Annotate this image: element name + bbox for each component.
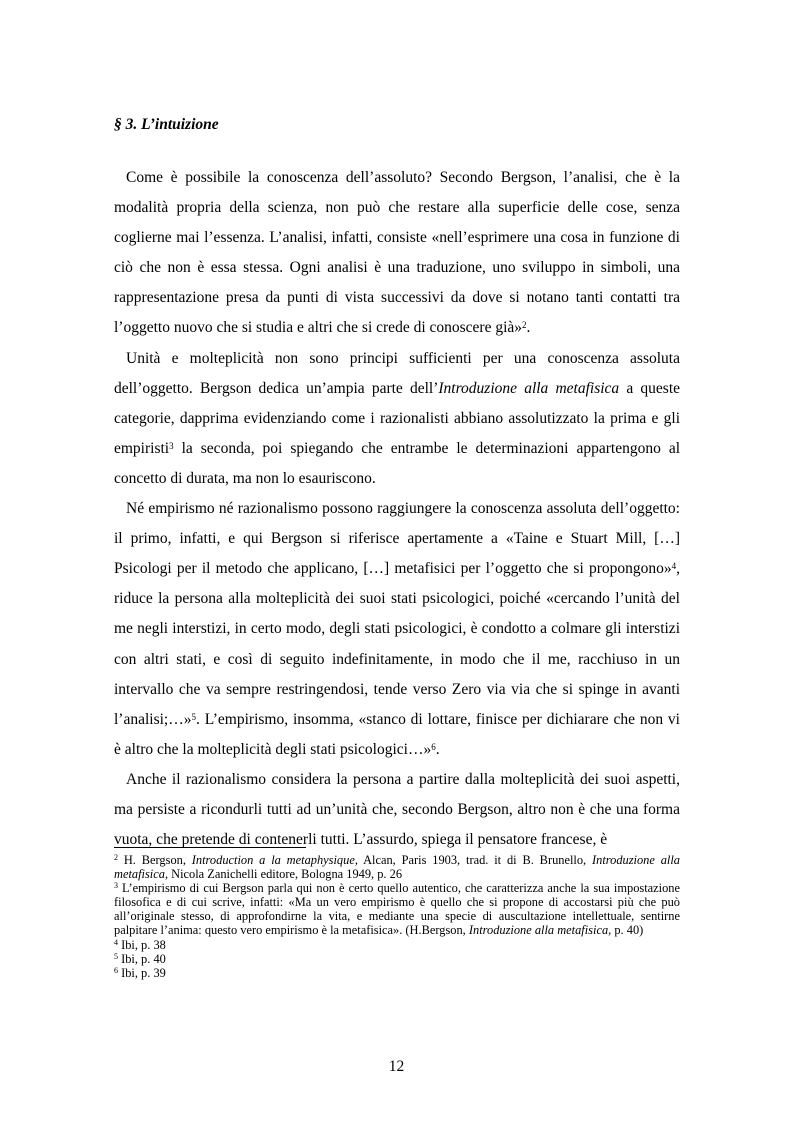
footnote-ref-2[interactable]: 2 xyxy=(522,320,527,331)
footnote-ref-6[interactable]: 6 xyxy=(431,741,436,752)
section-heading: § 3. L’intuizione xyxy=(114,116,219,133)
body-text xyxy=(114,163,680,855)
paragraph-3: Né empirismo né razionalismo possono raggiungere la conoscenza assoluta dell’oggetto: il primo, infatti, e qui Bergson si riferisce apertamente a «Taine e Stuart Mill, […] Psicologi per il metodo che applicano, […] metafisici per l’oggetto che si propongono»$^4$, riduce la persona alla molteplicità dei suoi stati psicologici, poiché «cercando l’unità del me negli interstizi, in certo modo, degli stati psicologici, è condotto a colmare gli interstizi con altri stati, e così di seguito indefinitamente, in modo che il me, racchiuso in un intervallo che va sempre restringendosi, tende verso Zero via via che si spinge in avanti l’analisi;…»$^5$. L’empirismo, insomma, «stanco di lottare, finisce per dichiarare che non vi è altro che la molteplicità degli stati psicologici…»$^6$. xyxy=(114,500,680,758)
book-title: Introduzione alla metafisica xyxy=(438,379,620,397)
footnote-5: $^5$ Ibi, p. 40 xyxy=(114,951,166,966)
page-number: 12 xyxy=(388,1058,405,1075)
footnote-3: $^3$ L’empirismo di cui Bergson parla qui non è certo quello autentico, che caratterizza anche la sua impostazione filosofica e di cui scrive, infatti: «Ma un vero empirismo è quello che si propone di accostarsi più che può all’originale stesso, di approfondirne la vita, e mediante una specie di auscultazione intellettuale, sentirne palpitare l’anima: questo vero empirismo è la metafisica». (H.Bergson, Introduzione alla metafisica, p. 40) xyxy=(114,881,680,938)
footnote-ref-4[interactable]: 4 xyxy=(671,561,677,572)
footnote-ref-3[interactable]: 3 xyxy=(169,440,174,451)
paragraph-2: Unità e molteplicità non sono principi sufficienti per una conoscenza assoluta dell’oggetto. Bergson dedica un’ampia parte dell’Introduzione alla metafisica a queste categorie, dapprima evidenziando come i razionalisti abbiano assolutizzato la prima e gli empiristi$^3$ la seconda, poi spiegando che entrambe le determinazioni appartengono al concetto di durata, ma non lo esauriscono. xyxy=(114,349,681,487)
footnote-ref-5[interactable]: 5 xyxy=(191,711,196,722)
footnotes xyxy=(114,853,680,980)
footnote-4: $^4$ Ibi, p. 38 xyxy=(114,937,166,952)
paragraph-1: Come è possibile la conoscenza dell’assoluto? Secondo Bergson, l’analisi, che è la modalità propria della scienza, non può che restare alla superficie delle cose, senza coglierne mai l’essenza. L’analisi, infatti, consiste «nell’esprimere una cosa in funzione di ciò che non è essa stessa. Ogni analisi è una traduzione, uno sviluppo in simboli, una rappresentazione presa da punti di vista successivi da dove si notano tanti contatti tra l’oggetto nuovo che si studia e altri che si crede di conoscere già»$^2$. xyxy=(114,169,680,337)
paragraph-4: Anche il razionalismo considera la persona a partire dalla molteplicità dei suoi aspetti, ma persiste a ricondurli tutti ad un’unità che, secondo Bergson, altro non è che una forma vuota, che pretende di contenerli tutti. L’assurdo, spiega il pensatore francese, è xyxy=(114,770,680,849)
footnote-6: $^6$ Ibi, p. 39 xyxy=(114,965,166,980)
footnote-2: $^2$ H. Bergson, Introduction a la metaphysique, Alcan, Paris 1903, trad. it di B. Brunello, Introduzione alla metafisica, Nicola Zanichelli editore, Bologna 1949, p. 26 xyxy=(114,853,680,882)
footnote-divider xyxy=(114,847,306,848)
